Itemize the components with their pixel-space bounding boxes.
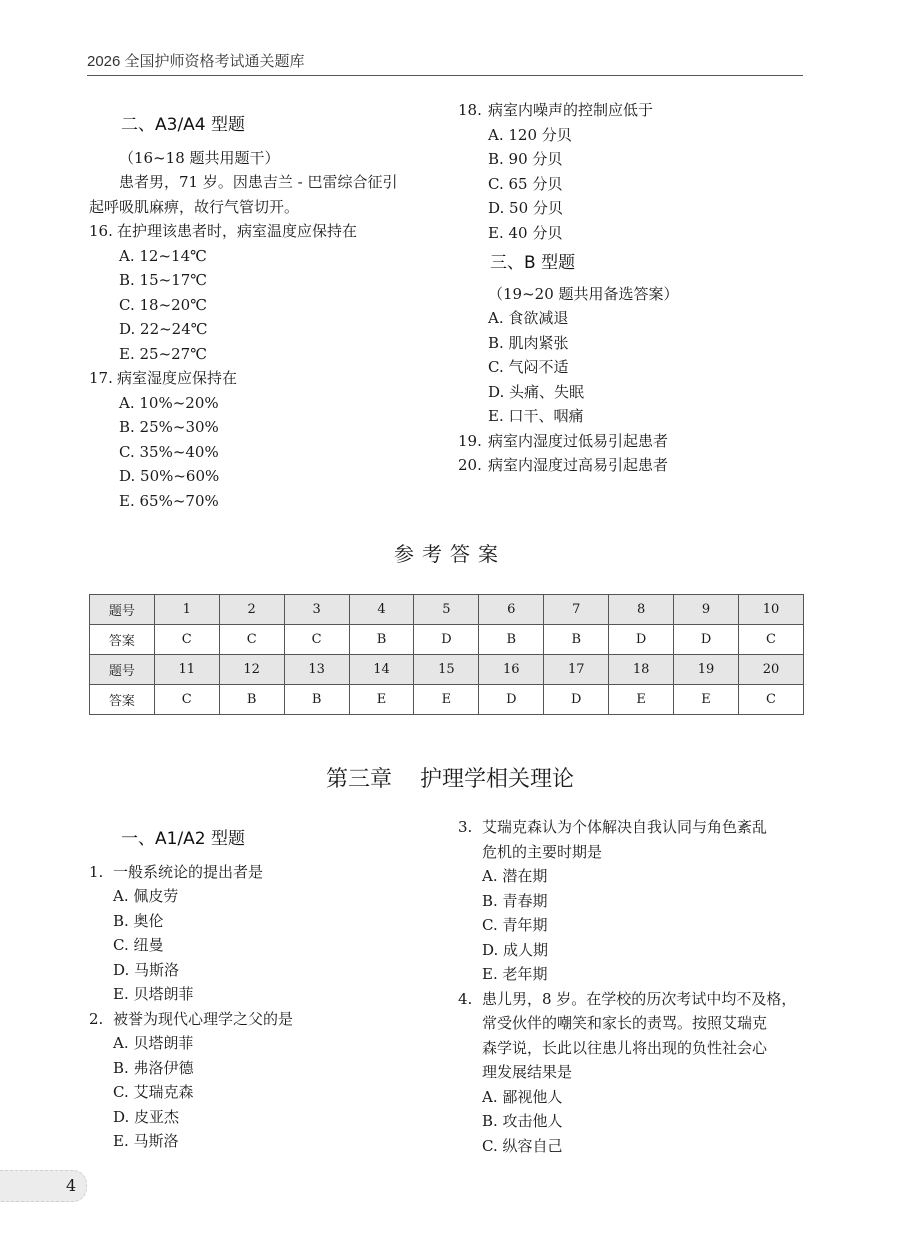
option: B. 15~17℃ [119,271,208,289]
option: C. 65 分贝 [488,174,563,193]
table-cell: B [219,685,284,715]
left-bottom-column [89,827,429,1154]
question-text: 在护理该患者时，病室温度应保持在 [117,222,358,240]
row-label: 答案 [90,685,155,715]
answer-key-table [89,594,804,715]
table-cell: 11 [154,655,219,685]
question-text: 被誉为现代心理学之父的是 [113,1009,294,1028]
option: E. 马斯洛 [113,1132,179,1150]
table-cell: 9 [674,595,739,625]
option: E. 25~27℃ [119,344,208,363]
table-cell: 2 [219,595,284,625]
table-cell: D [609,625,674,655]
table-cell: C [154,625,219,655]
option: C. 气闷不适 [488,358,569,376]
question-1 [89,860,429,885]
table-cell: E [609,685,674,715]
option: A. 贝塔朗菲 [113,1034,194,1052]
row-label: 题号 [90,595,155,625]
question-text: 病室内噪声的控制应低于 [488,101,654,119]
table-cell: 19 [674,655,739,685]
table-cell: 16 [479,655,544,685]
option: D. 50%~60% [119,467,220,485]
option: E. 65%~70% [119,491,219,510]
question-text-continued: 森学说，长此以往患儿将出现的负性社会心 [482,1038,768,1057]
option: B. 奥伦 [113,911,164,930]
option: B. 攻击他人 [482,1112,563,1130]
table-cell: 18 [609,655,674,685]
table-cell: C [154,685,219,715]
table-cell: 17 [544,655,609,685]
answer-key-title: 参考答案 [394,542,506,566]
question-number: 17. [89,369,113,387]
case-stem-line2: 起呼吸肌麻痹，故行气管切开。 [89,197,300,216]
table-cell: 1 [154,595,219,625]
section-heading-a3a4: 二、A3/A4 型题 [121,115,246,135]
question-number: 2. [89,1009,104,1028]
option: B. 弗洛伊德 [113,1058,194,1077]
question-number: 16. [89,222,113,240]
row-label: 答案 [90,625,155,655]
option: E. 口干、咽痛 [488,407,584,425]
question-text-continued: 常受伙伴的嘲笑和家长的责骂。按照艾瑞克 [482,1014,768,1032]
question-16 [89,219,429,244]
option: A. 鄙视他人 [482,1087,563,1106]
table-cell: 8 [609,595,674,625]
question-4 [458,987,803,1012]
option: A. 潜在期 [482,867,548,885]
table-cell: B [284,685,349,715]
question-3 [458,815,803,840]
table-cell: E [349,685,414,715]
option: D. 头痛、失眠 [488,382,585,401]
header-divider [87,75,803,76]
page-number: 4 [66,1176,77,1195]
option: A. 10%~20% [119,393,219,412]
question-text: 艾瑞克森认为个体解决自我认同与角色紊乱 [482,818,768,836]
option: D. 22~24℃ [119,320,208,338]
table-cell: 13 [284,655,349,685]
question-text: 一般系统论的提出者是 [113,862,264,881]
option: D. 成人期 [482,940,549,959]
question-20 [458,453,803,478]
question-number: 20. [458,456,482,474]
running-header: 2026 全国护师资格考试通关题库 [87,53,305,70]
table-cell: 5 [414,595,479,625]
row-label: 题号 [90,655,155,685]
table-cell: D [479,685,544,715]
option: B. 90 分贝 [488,150,563,168]
table-cell: 6 [479,595,544,625]
question-2 [89,1007,429,1032]
option: B. 肌肉紧张 [488,333,569,352]
option: A. 120 分贝 [488,125,572,144]
question-text: 病室湿度应保持在 [117,369,238,387]
table-cell: 14 [349,655,414,685]
table-cell: 12 [219,655,284,685]
question-number: 19. [458,431,482,450]
question-text: 病室内湿度过低易引起患者 [488,431,669,450]
option: A. 12~14℃ [119,246,207,265]
option: A. 佩皮劳 [113,887,179,905]
left-top-column [89,113,429,513]
question-number: 4. [458,989,473,1008]
group-note-19-20: （19~20 题共用备选答案） [488,284,679,303]
case-stem-line1: 患者男，71 岁。因患吉兰 - 巴雷综合征引 [119,173,398,191]
table-cell: C [284,625,349,655]
question-number: 1. [89,862,104,881]
option: C. 35%~40% [119,442,219,461]
question-19 [458,429,803,454]
table-row [90,625,804,655]
question-17 [89,366,429,391]
table-cell: 20 [738,655,803,685]
option: C. 艾瑞克森 [113,1083,194,1101]
question-text-continued: 理发展结果是 [482,1063,573,1081]
table-cell: 7 [544,595,609,625]
option: D. 皮亚杰 [113,1107,180,1126]
question-text: 病室内湿度过高易引起患者 [488,456,669,474]
option: A. 食欲减退 [488,309,569,327]
option: D. 50 分贝 [488,199,563,217]
section-heading-a1a2: 一、A1/A2 型题 [121,829,246,849]
option: B. 青春期 [482,891,548,910]
section-heading-b: 三、B 型题 [490,253,576,273]
option: C. 纽曼 [113,936,164,954]
question-number: 18. [458,101,482,119]
table-cell: 10 [738,595,803,625]
option: C. 纵容自己 [482,1136,563,1155]
option: E. 贝塔朗菲 [113,985,194,1003]
option: C. 18~20℃ [119,295,208,314]
table-cell: D [674,625,739,655]
table-cell: C [219,625,284,655]
table-cell: 3 [284,595,349,625]
chapter-title: 第三章 护理学相关理论 [326,767,574,792]
table-cell: 4 [349,595,414,625]
option: D. 马斯洛 [113,960,180,979]
table-cell: B [544,625,609,655]
table-cell: D [414,625,479,655]
table-cell: C [738,625,803,655]
option: E. 老年期 [482,965,548,983]
table-row [90,595,804,625]
right-bottom-column [458,815,803,1158]
table-cell: E [674,685,739,715]
group-note-16-18: （16~18 题共用题干） [119,148,280,167]
table-cell: B [479,625,544,655]
table-row [90,685,804,715]
option: B. 25%~30% [119,418,219,436]
table-cell: E [414,685,479,715]
table-cell: 15 [414,655,479,685]
table-cell: C [738,685,803,715]
question-number: 3. [458,818,473,836]
question-18 [458,98,803,123]
question-text-continued: 危机的主要时期是 [482,842,603,861]
option: C. 青年期 [482,916,548,934]
table-cell: D [544,685,609,715]
table-row [90,655,804,685]
question-text: 患儿男，8 岁。在学校的历次考试中均不及格， [482,989,797,1008]
table-cell: B [349,625,414,655]
right-top-column [458,98,803,478]
option: E. 40 分贝 [488,223,563,242]
